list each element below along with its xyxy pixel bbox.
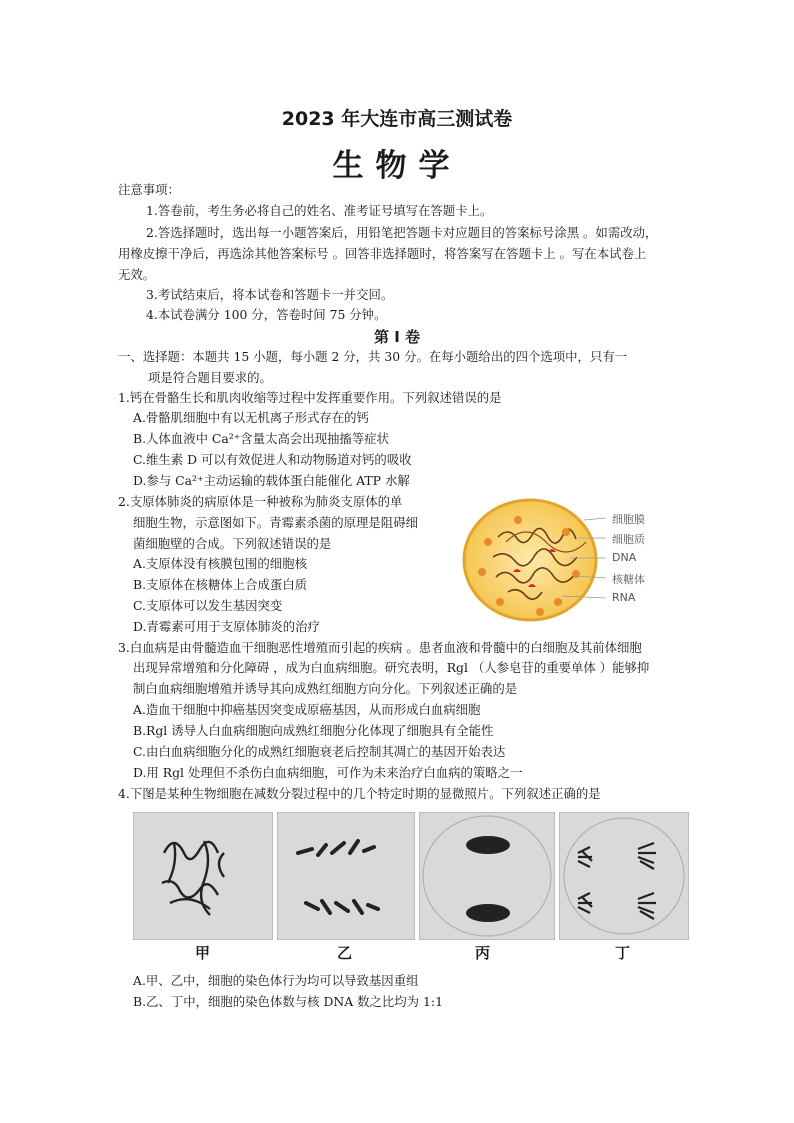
caption-ding: 丁 bbox=[615, 944, 631, 962]
notice-item-2-cont: 用橡皮擦干净后，再选涂其他答案标号 。回答非选择题时，将答案写在答题卡上 。写在本试卷上 bbox=[118, 246, 647, 261]
question-1-option-c: C.维生素 D 可以有效促进人和动物肠道对钙的吸收 bbox=[133, 452, 412, 467]
question-3-stem: 3.白血病是由骨髓造血干细胞恶性增殖而引起的疾病 。患者血液和骨髓中的白细胞及其前体细胞 bbox=[118, 640, 642, 655]
label-dna: DNA bbox=[612, 551, 637, 564]
notice-item-2-cont2: 无效。 bbox=[118, 267, 156, 282]
question-3-stem-cont: 出现异常增殖和分化障碍 ，成为白血病细胞。研究表明，Rgl （人参皂苷的重要单体 ）能够抑 bbox=[133, 660, 650, 675]
question-2-stem-cont: 细胞生物，示意图如下。青霉素杀菌的原理是阻碍细 bbox=[133, 515, 418, 530]
notice-heading: 注意事项： bbox=[118, 182, 180, 197]
label-rna: RNA bbox=[612, 591, 636, 604]
notice-item-1: 1.答卷前，考生务必将自己的姓名、准考证号填写在答题卡上。 bbox=[146, 203, 493, 218]
exam-title: 2023 年大连市高三测试卷 bbox=[281, 108, 513, 130]
section-instruction: 一、选择题：本题共 15 小题，每小题 2 分，共 30 分。在每小题给出的四个选项中，只有一 bbox=[118, 349, 628, 364]
question-1-option-b: B.人体血液中 Ca²⁺含量太高会出现抽搐等症状 bbox=[133, 431, 389, 446]
question-2-option-d: D.青霉素可用于支原体肺炎的治疗 bbox=[133, 619, 320, 634]
section-title: 第 I 卷 bbox=[373, 328, 421, 346]
question-1-stem: 1.钙在骨骼生长和肌肉收缩等过程中发挥重要作用。下列叙述错误的是 bbox=[118, 390, 502, 405]
question-2-option-b: B.支原体在核糖体上合成蛋白质 bbox=[133, 577, 308, 592]
question-3-option-a: A.造血干细胞中抑癌基因突变成原癌基因，从而形成白血病细胞 bbox=[133, 702, 481, 717]
notice-item-4: 4.本试卷满分 100 分，答卷时间 75 分钟。 bbox=[146, 307, 387, 322]
question-3-option-b: B.Rgl 诱导人白血病细胞向成熟红细胞分化体现了细胞具有全能性 bbox=[133, 723, 494, 738]
section-instruction-cont: 项是符合题目要求的。 bbox=[148, 370, 272, 385]
question-3-stem-cont2: 制白血病细胞增殖并诱导其向成熟红细胞方向分化。下列叙述正确的是 bbox=[133, 681, 518, 696]
question-2-stem-cont2: 菌细胞壁的合成。下列叙述错误的是 bbox=[133, 536, 332, 551]
notice-item-3: 3.考试结束后，将本试卷和答题卡一并交回。 bbox=[146, 287, 394, 302]
label-cell-membrane: 细胞膜 bbox=[612, 513, 645, 526]
caption-yi: 乙 bbox=[337, 944, 353, 962]
question-1-option-d: D.参与 Ca²⁺主动运输的载体蛋白能催化 ATP 水解 bbox=[133, 473, 410, 488]
mycoplasma-diagram bbox=[458, 492, 658, 632]
question-2-stem: 2.支原体肺炎的病原体是一种被称为肺炎支原体的单 bbox=[118, 494, 403, 509]
notice-item-2: 2.答选择题时，选出每一小题答案后，用铅笔把答题卡对应题目的答案标号涂黑 。如需改动， bbox=[146, 225, 658, 240]
micrograph-bing bbox=[419, 812, 555, 940]
micrograph-yi bbox=[277, 812, 415, 940]
question-2-option-c: C.支原体可以发生基因突变 bbox=[133, 598, 283, 613]
label-ribosome: 核糖体 bbox=[612, 573, 645, 586]
caption-jia: 甲 bbox=[195, 944, 211, 962]
subject-title: 生物学 bbox=[332, 148, 462, 184]
caption-bing: 丙 bbox=[475, 944, 491, 962]
question-1-option-a: A.骨骼肌细胞中有以无机离子形式存在的钙 bbox=[133, 410, 369, 425]
question-3-option-c: C.由白血病细胞分化的成熟红细胞衰老后控制其凋亡的基因开始表达 bbox=[133, 744, 506, 759]
question-4-option-b: B.乙、丁中，细胞的染色体数与核 DNA 数之比均为 1:1 bbox=[133, 994, 443, 1009]
label-cytoplasm: 细胞质 bbox=[612, 533, 645, 546]
question-3-option-d: D.用 Rgl 处理但不杀伤白血病细胞，可作为未来治疗白血病的策略之一 bbox=[133, 765, 523, 780]
question-4-stem: 4.下图是某种生物细胞在减数分裂过程中的几个特定时期的显微照片。下列叙述正确的是 bbox=[118, 786, 601, 801]
micrograph-ding bbox=[559, 812, 689, 940]
question-4-option-a: A.甲、乙中，细胞的染色体行为均可以导致基因重组 bbox=[133, 973, 419, 988]
micrograph-jia bbox=[133, 812, 273, 940]
question-2-option-a: A.支原体没有核膜包围的细胞核 bbox=[133, 556, 307, 571]
